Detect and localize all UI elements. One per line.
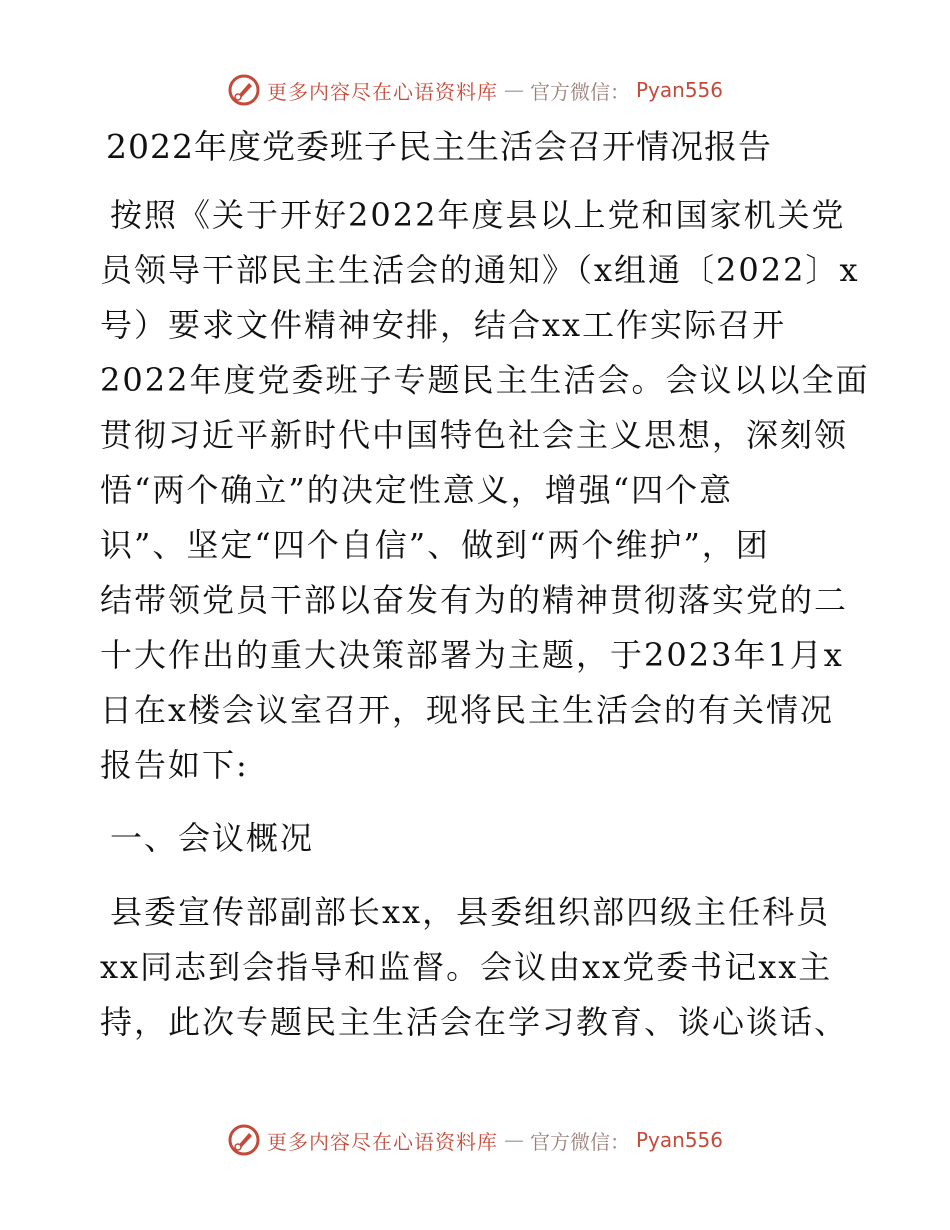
- watermark-dash: —: [503, 1128, 524, 1152]
- paragraph-line: 日在x楼会议室召开，现将民主生活会的有关情况: [100, 691, 835, 729]
- ink-pen-logo-icon: [227, 73, 261, 107]
- paragraph-line: 识”、坚定“四个自信”、做到“两个维护”，团: [100, 526, 770, 564]
- watermark-wechat-label: 官方微信：: [529, 79, 630, 104]
- watermark-top: [0, 70, 950, 110]
- paragraph-line: 县委宣传部副部长xx，县委组织部四级主任科员: [110, 893, 831, 931]
- paragraph-line: 十大作出的重大决策部署为主题，于2023年1月x: [100, 636, 844, 674]
- watermark-dash: —: [503, 78, 524, 102]
- section-heading-overview: 一、会议概况: [110, 819, 315, 857]
- watermark-text: 更多内容尽在心语资料库: [266, 79, 498, 104]
- paragraph-line: 贯彻习近平新时代中国特色社会主义思想，深刻领: [100, 416, 849, 454]
- paragraph-line: 2022年度党委班子专题民主生活会。会议以以全面: [100, 361, 870, 399]
- ink-pen-logo-icon: [227, 1123, 261, 1157]
- paragraph-line: 悟“两个确立”的决定性意义，增强“四个意: [100, 471, 734, 509]
- paragraph-line: 员领导干部民主生活会的通知》（x组通〔2022〕x: [100, 251, 860, 289]
- document-title: 2022年度党委班子民主生活会召开情况报告: [106, 127, 772, 166]
- paragraph-intro: [100, 188, 870, 793]
- paragraph-line: xx同志到会指导和监督。会议由xx党委书记xx主: [100, 948, 833, 986]
- watermark-wechat-id: Pyan556: [635, 78, 723, 102]
- watermark-wechat-id: Pyan556: [635, 1128, 723, 1152]
- paragraph-line: 按照《关于开好2022年度县以上党和国家机关党: [110, 196, 846, 234]
- watermark-text: 更多内容尽在心语资料库: [266, 1129, 498, 1154]
- paragraph-overview: [100, 885, 860, 1050]
- watermark-wechat-label: 官方微信：: [529, 1129, 630, 1154]
- paragraph-line: 号）要求文件精神安排，结合xx工作实际召开: [100, 306, 787, 344]
- paragraph-line: 结带领党员干部以奋发有为的精神贯彻落实党的二: [100, 581, 849, 619]
- watermark-bottom: [0, 1120, 950, 1160]
- paragraph-line: 持，此次专题民主生活会在学习教育、谈心谈话、: [100, 1003, 849, 1041]
- document-body: [100, 120, 870, 1068]
- paragraph-line: 报告如下:: [100, 746, 249, 784]
